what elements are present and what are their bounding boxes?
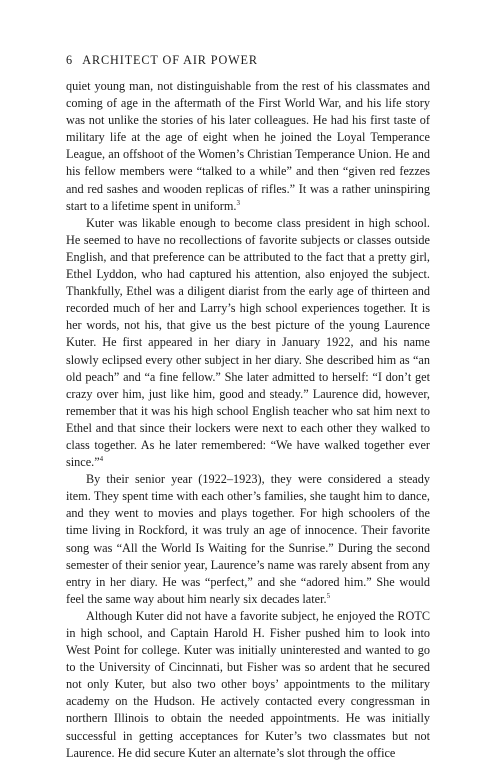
- footnote-marker: 4: [99, 454, 104, 463]
- footnote-marker: 5: [326, 591, 331, 600]
- running-head: [66, 52, 430, 68]
- paragraph-2: [66, 215, 430, 471]
- footnote-marker: 3: [236, 198, 240, 207]
- paragraph-text: By their senior year (1922–1923), they were considered a steady item. They spent time with each other’s families, she taught him to dance, and they went to movies and plays together. For high schoolers of the time living in Rockford, it was truly an age of innocence. Their favorite song was “All the World Is Waiting for the Sunrise.” During the second semester of their senior year, Laurence’s name was rarely absent from any entry in her diary. He was “perfect,” and she “adored him.” She would feel the same way about him nearly six decades later.: [66, 472, 430, 606]
- book-page: [66, 52, 430, 762]
- page-number: 6: [66, 53, 73, 67]
- paragraph-3: [66, 471, 430, 608]
- body-text: [66, 78, 430, 762]
- paragraph-1: [66, 78, 430, 215]
- book-title: ARCHITECT OF AIR POWER: [82, 53, 258, 67]
- paragraph-text: quiet young man, not distinguishable from the rest of his classmates and coming of age in the aftermath of the First World War, and his life story was not unlike the stories of his later colleagues. He had his first taste of military life at the age of eight when he joined the Loyal Temperance League, an offshoot of the Women’s Christian Temperance Union. He and his fellow members were “talked to a while” and then “given red fezzes and red sashes and wooden replicas of rifles.” It was a rather uninspiring start to a lifetime spent in uniform.: [66, 79, 430, 213]
- paragraph-text: Although Kuter did not have a favorite subject, he enjoyed the ROTC in high school, and Captain Harold H. Fisher pushed him to look into West Point for college. Kuter was initially uninterested and wanted to go to the University of Cincinnati, but Fisher was so ardent that he secured not only Kuter, but also two other boys’ appointments to the military academy on the Hudson. He actively contacted every congressman in northern Illinois to obtain the needed appointments. He was initially successful in getting acceptances for Kuter’s two classmates but not Laurence. He did secure Kuter an alternate’s slot through the office: [66, 608, 430, 760]
- paragraph-4: [66, 608, 430, 762]
- paragraph-text: Kuter was likable enough to become class president in high school. He seemed to have no recollections of favorite subjects or classes outside English, and that preference can be attributed to the fact that a pretty girl, Ethel Lyddon, who had captured his attention, also enjoyed the subject. Thankfully, Ethel was a diligent diarist from the early age of thirteen and recorded much of her and Larry’s high school experiences together. It is her words, not his, that give us the best picture of the young Laurence Kuter. He first appeared in her diary in January 1922, and his name slowly eclipsed every other subject in her diary. She described him as “an old peach” and “a fine fellow.” She later admitted to herself: “I don’t get crazy over him, just like him, good and steady.” Laurence did, however, remember that it was his high school English teacher who sat him next to Ethel and that since their lockers were next to each other they walked to class together. As he later remembered: “We have walked together ever since.”: [66, 215, 430, 470]
